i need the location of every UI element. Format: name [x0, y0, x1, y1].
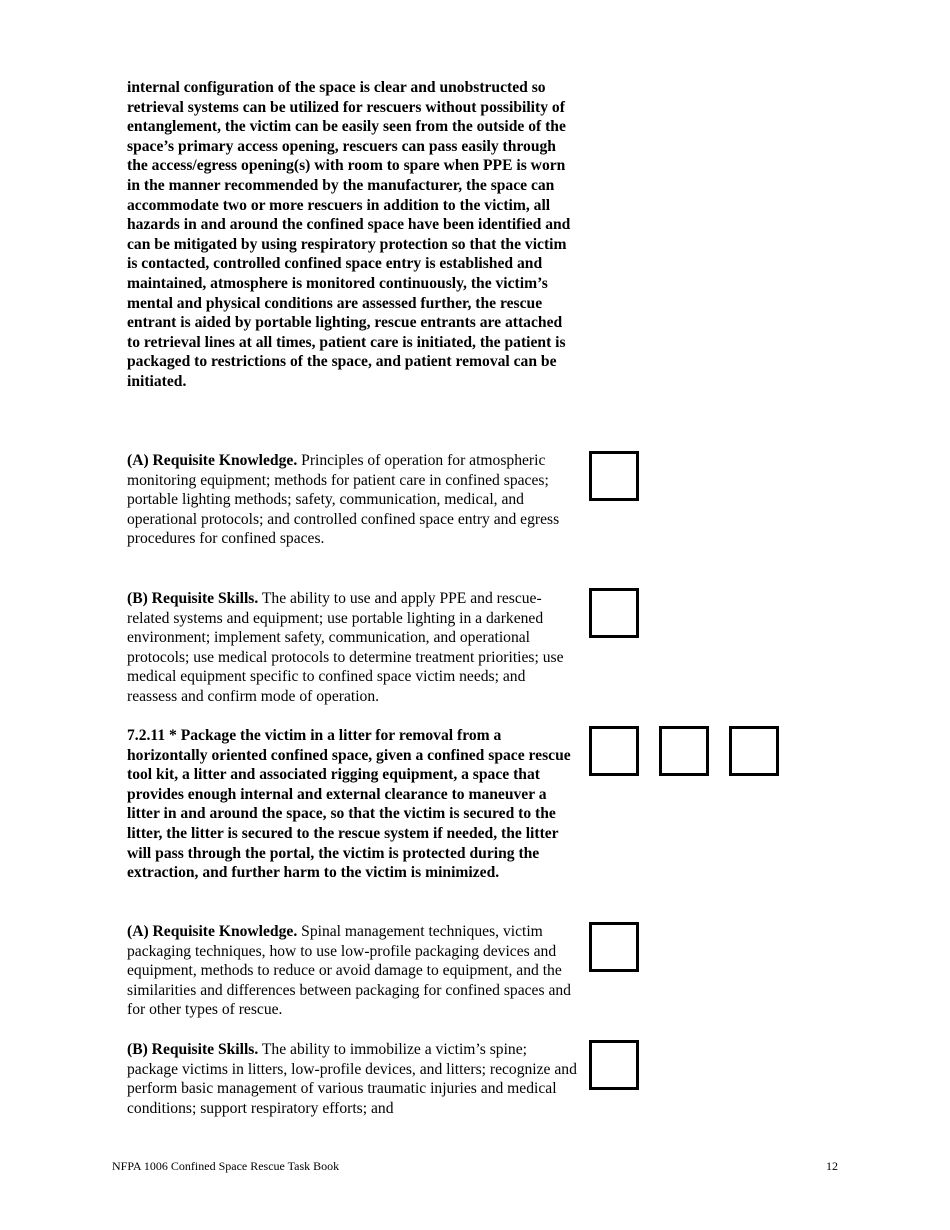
requisite-skills-heading: (B) Requisite Skills. — [127, 590, 259, 607]
requisite-skills-paragraph — [127, 589, 579, 707]
requisite-skills-heading: (B) Requisite Skills. — [127, 1041, 259, 1058]
requisite-knowledge-heading: (A) Requisite Knowledge. — [127, 923, 298, 940]
signoff-checkbox[interactable] — [589, 726, 639, 776]
signoff-checkbox[interactable] — [589, 1040, 639, 1090]
requisite-knowledge-text: Principles of operation for atmospheric monitoring equipment; methods for patient care in confined spaces; portable lighting methods; safety, communication, medical, and operational protocols; and controlled confined space entry and egress procedures for confined spaces. — [127, 452, 560, 548]
continued-standard-paragraph: internal configuration of the space is clear and unobstructed so retrieval systems can be utilized for rescuers without possibility of entanglement, the victim can be easily seen from the outside of the space’s primary access opening, rescuers can pass easily through the access/egress opening(s) with room to spare when PPE is worn in the manner recommended by the manufacturer, the space can accommodate two or more rescuers in addition to the victim, all hazards in and around the confined space have been identified and can be mitigated by using respiratory protection so that the victim is contacted, controlled confined space entry is established and maintained, atmosphere is monitored continuously, the victim’s mental and physical conditions are assessed further, the rescue entrant is aided by portable lighting, rescue entrants are attached to retrieval lines at all times, patient care is initiated, the patient is packaged to restrictions of the space, and patient removal can be initiated. — [127, 79, 571, 390]
requisite-skills-text: The ability to immobilize a victim’s spine; package victims in litters, low-profile devices, and litters; recognize and perform basic management of various traumatic injuries and medical conditions; support respiratory efforts; and — [127, 1041, 577, 1117]
requisite-skills-paragraph — [127, 1040, 579, 1118]
signoff-checkbox[interactable] — [589, 451, 639, 501]
requisite-knowledge-paragraph — [127, 451, 579, 549]
signoff-checkbox[interactable] — [659, 726, 709, 776]
signoff-checkbox[interactable] — [729, 726, 779, 776]
page-number: 12 — [826, 1159, 838, 1173]
task-7-2-11-paragraph: 7.2.11 * Package the victim in a litter for removal from a horizontally oriented confined space, given a confined space rescue tool kit, a litter and associated rigging equipment, a space that provides enough internal and external clearance to maneuver a litter in and around the space, so that the victim is secured to the litter, the litter is secured to the rescue system if needed, the litter will pass through the portal, the victim is protected during the extraction, and further harm to the victim is minimized. — [127, 727, 571, 882]
signoff-checkbox[interactable] — [589, 922, 639, 972]
footer-title: NFPA 1006 Confined Space Rescue Task Book — [112, 1159, 340, 1173]
requisite-knowledge-paragraph — [127, 922, 579, 1020]
requisite-knowledge-text: Spinal management techniques, victim packaging techniques, how to use low-profile packaging devices and equipment, methods to reduce or avoid damage to equipment, and the similarities and differences between packaging for confined spaces and for other types of rescue. — [127, 923, 571, 1019]
signoff-checkbox[interactable] — [589, 588, 639, 638]
requisite-skills-text: The ability to use and apply PPE and rescue-related systems and equipment; use portable lighting in a darkened environment; implement safety, communication, and operational protocols; use medical protocols to determine treatment priorities; use medical equipment specific to confined space victim needs; and reassess and confirm mode of operation. — [127, 590, 564, 705]
requisite-knowledge-heading: (A) Requisite Knowledge. — [127, 452, 298, 469]
